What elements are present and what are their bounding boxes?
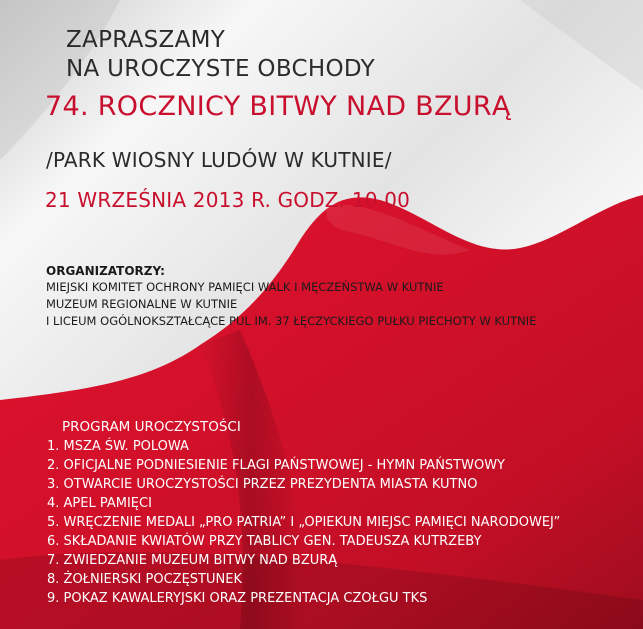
event-place: /PARK WIOSNY LUDÓW W KUTNIE/ bbox=[46, 148, 392, 172]
invite-line-2: NA UROCZYSTE OBCHODY bbox=[66, 56, 375, 82]
organizers-heading: ORGANIZATORZY: bbox=[46, 264, 165, 278]
program-item: 2. OFICJALNE PODNIESIENIE FLAGI PAŃSTWOWEJ - HYMN PAŃSTWOWY bbox=[47, 458, 506, 473]
event-date: 21 WRZEŚNIA 2013 R. GODZ. 10.00 bbox=[45, 188, 411, 212]
program-item: 1. MSZA ŚW. POLOWA bbox=[47, 439, 189, 454]
organizer-item: I LICEUM OGÓLNOKSZTAŁCĄCE PUL IM. 37 ŁĘCZYCKIEGO PUŁKU PIECHOTY W KUTNIE bbox=[46, 314, 537, 328]
invite-line-1: ZAPRASZAMY bbox=[66, 27, 226, 53]
program-item: 7. ZWIEDZANIE MUZEUM BITWY NAD BZURĄ bbox=[47, 553, 338, 568]
program-item: 9. POKAZ KAWALERYJSKI ORAZ PREZENTACJA CZOŁGU TKS bbox=[47, 591, 428, 606]
program-item: 6. SKŁADANIE KWIATÓW PRZY TABLICY GEN. TADEUSZA KUTRZEBY bbox=[47, 534, 482, 549]
program-item: 3. OTWARCIE UROCZYSTOŚCI PRZEZ PREZYDENTA MIASTA KUTNO bbox=[47, 477, 478, 492]
organizer-item: MIEJSKI KOMITET OCHRONY PAMIĘCI WALK I MĘCZEŃSTWA W KUTNIE bbox=[46, 280, 444, 294]
program-item: 4. APEL PAMIĘCI bbox=[47, 496, 152, 511]
program-heading: PROGRAM UROCZYSTOŚCI bbox=[62, 419, 241, 435]
organizer-item: MUZEUM REGIONALNE W KUTNIE bbox=[46, 297, 238, 311]
event-title: 74. ROCZNICY BITWY NAD BZURĄ bbox=[45, 91, 511, 122]
program-item: 8. ŻOŁNIERSKI POCZĘSTUNEK bbox=[47, 572, 242, 587]
program-item: 5. WRĘCZENIE MEDALI „PRO PATRIA” I „OPIEKUN MIEJSC PAMIĘCI NARODOWEJ” bbox=[47, 515, 561, 530]
